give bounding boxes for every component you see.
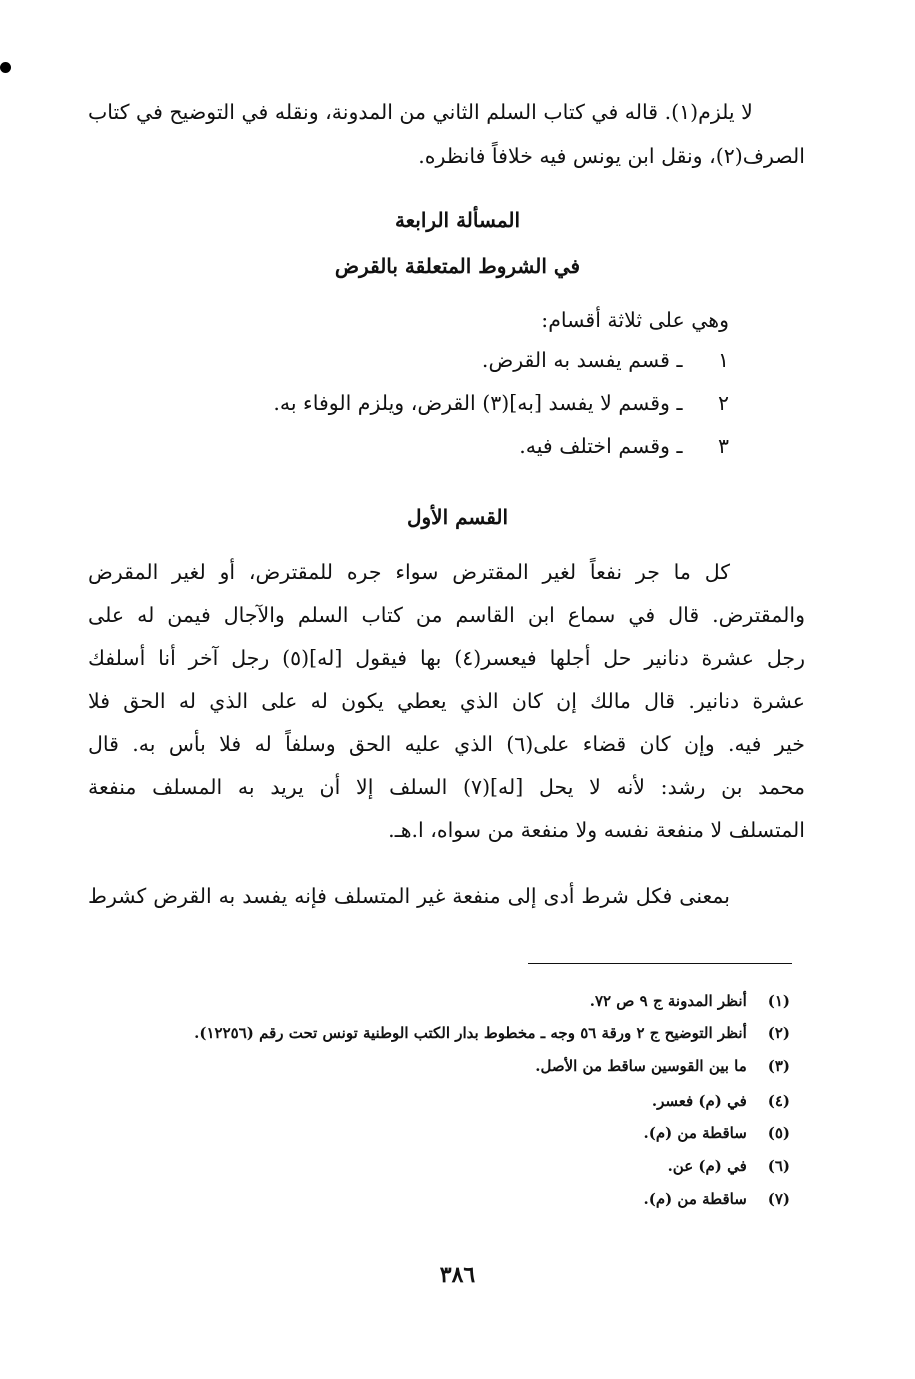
margin-dot	[0, 62, 11, 73]
footnote-number: (٣)	[767, 1057, 790, 1075]
footnote	[652, 1092, 790, 1110]
heading-fourth-issue: المسألة الرابعة	[394, 208, 521, 232]
footnote-text: ما بين القوسين ساقط من الأصل.	[535, 1057, 747, 1075]
footnote-number: (٧)	[767, 1190, 790, 1208]
paragraph-line-2: والمقترض. قال في سماع ابن القاسم من كتاب السلم والآجال فيمن له على	[88, 603, 805, 627]
footnote-number: (٥)	[767, 1124, 790, 1142]
footnote	[668, 1157, 790, 1175]
paragraph-line-5: خير فيه. وإن كان قضاء على(٦) الذي عليه الحق وسلفاً له فلا بأس به. قال	[88, 732, 805, 756]
division-number: ٢	[717, 391, 729, 415]
section-heading: القسم الأول	[406, 505, 509, 529]
division-text: وقسم اختلف فيه.	[519, 434, 670, 458]
footnote-separator	[528, 963, 792, 964]
footnote-text: في (م) عن.	[667, 1157, 747, 1175]
division-item-3: ٣ ـ وقسم اختلف فيه.	[519, 434, 729, 458]
division-text: وقسم لا يفسد [به](٣) القرض، ويلزم الوفاء به.	[273, 391, 670, 415]
intro-line-2: الصرف(٢)، ونقل ابن يونس فيه خلافاً فانظره.	[418, 144, 805, 168]
division-number: ١	[717, 348, 729, 372]
footnote-text: أنظر المدونة ج ٩ ص ٧٢.	[589, 992, 747, 1010]
footnote-text: أنظر التوضيح ج ٢ ورقة ٥٦ وجه ـ مخطوط بدار الكتب الوطنية تونس تحت رقم (١٢٢٥٦).	[194, 1024, 747, 1042]
footnote-text: ساقطة من (م).	[643, 1124, 747, 1142]
paragraph-line-3: رجل عشرة دنانير حل أجلها فيعسر(٤) بها فيقول [له](٥) رجل آخر أنا أسلفك	[88, 646, 805, 670]
paragraph-line-7: المتسلف لا منفعة نفسه ولا منفعة من سواه، ا.هـ.	[388, 818, 805, 842]
division-intro: وهي على ثلاثة أقسام:	[541, 308, 729, 332]
footnote-text: ساقطة من (م).	[643, 1190, 747, 1208]
paragraph-line-6: محمد بن رشد: لأنه لا يحل [له](٧) السلف إلا أن يريد به المسلف منفعة	[88, 775, 805, 799]
footnote-number: (٦)	[767, 1157, 790, 1175]
division-item-1: ١ ـ قسم يفسد به القرض.	[481, 348, 729, 372]
footnote-number: (٢)	[767, 1024, 790, 1042]
paragraph-line-4: عشرة دنانير. قال مالك إن كان الذي يعطي يكون له على الذي له الحق فلا	[88, 689, 805, 713]
heading-loan-conditions: في الشروط المتعلقة بالقرض	[334, 254, 581, 278]
division-item-2: ٢ ـ وقسم لا يفسد [به](٣) القرض، ويلزم الوفاء به.	[273, 391, 729, 415]
footnote	[535, 1057, 790, 1075]
division-number: ٣	[717, 434, 729, 458]
footnote	[194, 1024, 790, 1042]
intro-line-1: لا يلزم(١). قاله في كتاب السلم الثاني من المدونة، ونقله في التوضيح في كتاب	[88, 100, 753, 124]
footnote-text: في (م) فعسر.	[651, 1092, 747, 1110]
footnote	[644, 1190, 791, 1208]
footnote	[644, 1124, 791, 1142]
division-text: قسم يفسد به القرض.	[481, 348, 670, 372]
paragraph-line-1: كل ما جر نفعاً لغير المقترض سواء جره للمقترض، أو لغير المقرض	[88, 560, 730, 584]
page-number: ٣٨٦	[439, 1262, 476, 1288]
footnote	[590, 992, 790, 1010]
final-line: بمعنى فكل شرط أدى إلى منفعة غير المتسلف فإنه يفسد به القرض كشرط	[88, 884, 730, 908]
footnote-number: (٤)	[767, 1092, 790, 1110]
footnote-number: (١)	[767, 992, 790, 1010]
